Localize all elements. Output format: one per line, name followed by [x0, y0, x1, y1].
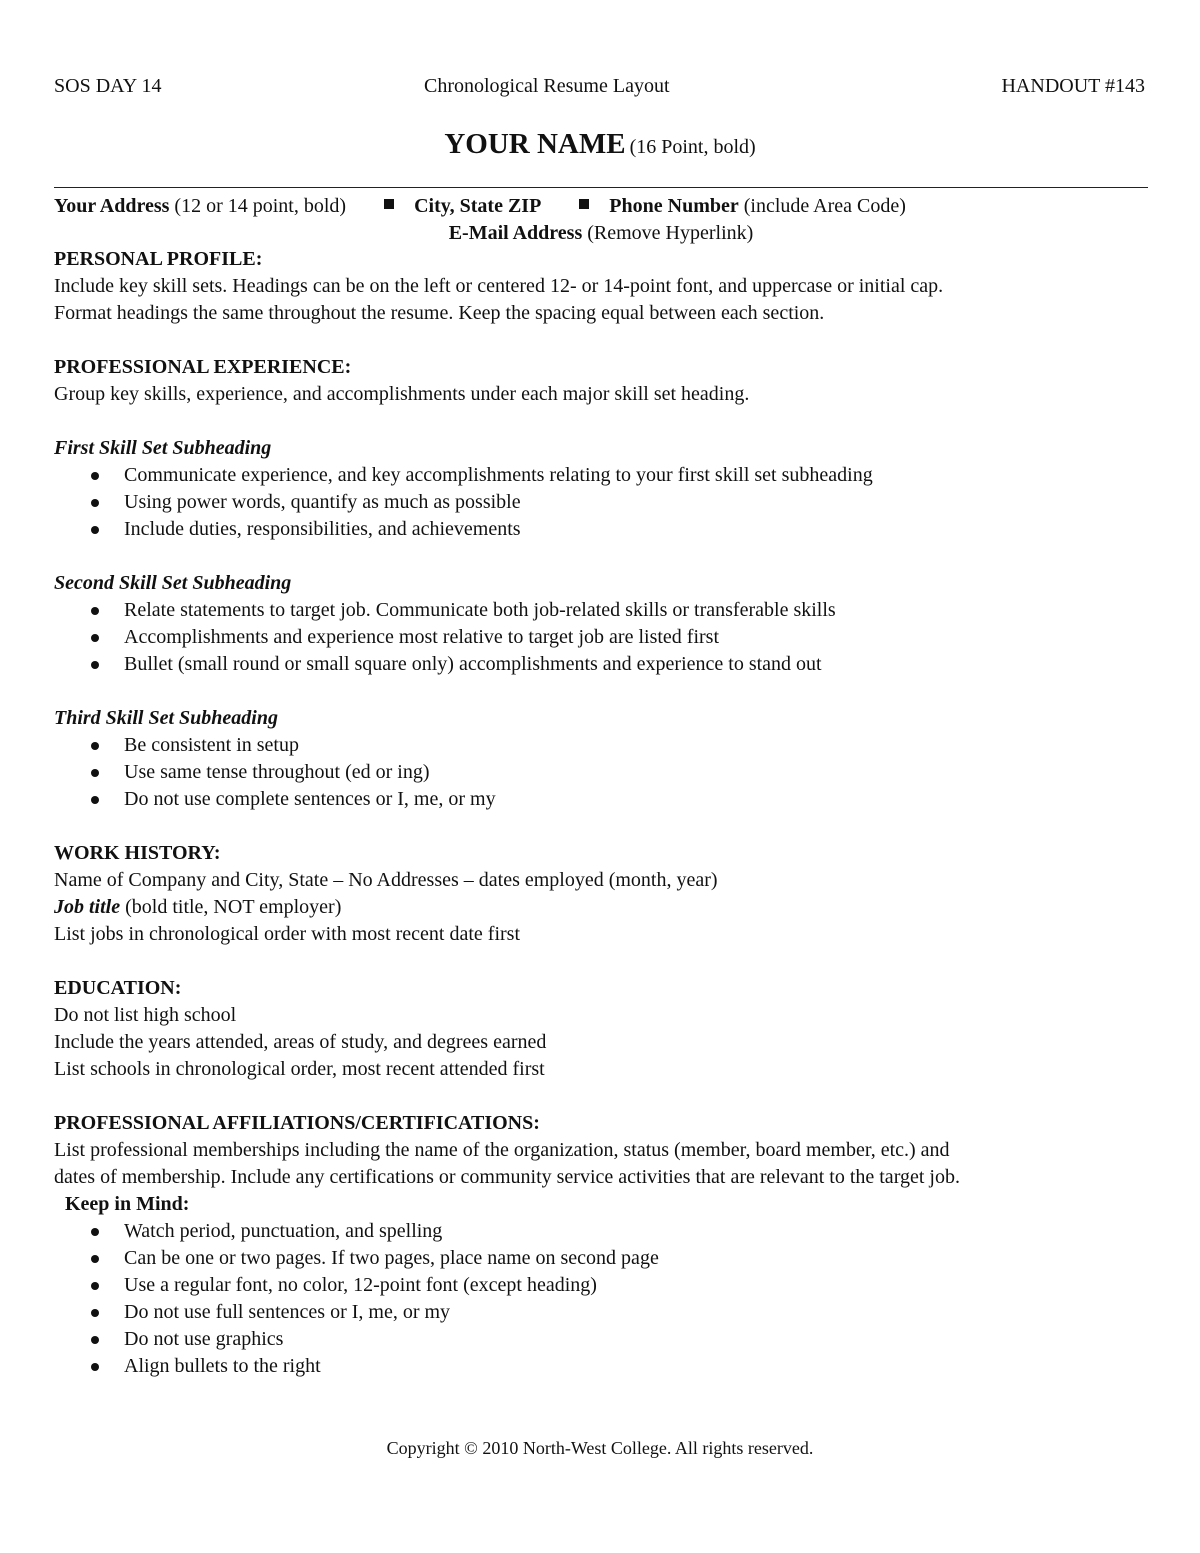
job-title-note: (bold title, NOT employer) — [125, 896, 342, 918]
section-heading-professional-experience: PROFESSIONAL EXPERIENCE: — [54, 356, 352, 378]
resume-body — [54, 246, 1154, 1380]
email-line — [0, 220, 1200, 247]
list-item: Align bullets to the right — [54, 1353, 1154, 1380]
square-bullet-icon — [579, 199, 589, 209]
list-item: Bullet (small round or small square only) accomplishments and experience to stand out — [54, 651, 1154, 678]
section-heading-education: EDUCATION: — [54, 977, 182, 999]
address-label: Your Address — [54, 195, 170, 217]
phone-label: Phone Number — [609, 195, 739, 217]
list-item: Include duties, responsibilities, and achievements — [54, 516, 1154, 543]
subheading-third-skill-set: Third Skill Set Subheading — [54, 707, 278, 729]
square-bullet-icon — [384, 199, 394, 209]
paragraph-line: List professional memberships including the name of the organization, status (member, board member, etc.) and — [54, 1139, 950, 1161]
list-item: Do not use full sentences or I, me, or my — [54, 1299, 1154, 1326]
job-title-line — [54, 894, 1154, 921]
resume-name-note: (16 Point, bold) — [629, 136, 756, 158]
email-label: E-Mail Address — [448, 222, 583, 244]
section-heading-affiliations: PROFESSIONAL AFFILIATIONS/CERTIFICATIONS: — [54, 1112, 540, 1134]
paragraph-line: List jobs in chronological order with most recent date first — [54, 923, 520, 945]
header-divider — [54, 187, 1148, 188]
contact-line — [54, 193, 906, 220]
bullet-list — [54, 732, 1154, 813]
phone-note: (include Area Code) — [743, 195, 906, 217]
list-item: Do not use graphics — [54, 1326, 1154, 1353]
paragraph-line: Name of Company and City, State – No Addresses – dates employed (month, year) — [54, 869, 718, 891]
list-item: Use same tense throughout (ed or ing) — [54, 759, 1154, 786]
city-state-zip-label: City, State ZIP — [414, 195, 542, 217]
header-day: SOS DAY 14 — [54, 75, 162, 97]
bullet-list — [54, 597, 1154, 678]
paragraph-line: dates of membership. Include any certifications or community service activities that are relevant to the target job. — [54, 1166, 960, 1188]
header-handout-number: HANDOUT #143 — [1001, 75, 1145, 97]
section-heading-personal-profile: PERSONAL PROFILE: — [54, 248, 263, 270]
list-item: Relate statements to target job. Communicate both job-related skills or transferable skills — [54, 597, 1154, 624]
keep-in-mind-heading: Keep in Mind: — [65, 1193, 190, 1215]
paragraph-line: Do not list high school — [54, 1004, 237, 1026]
paragraph-line: Include the years attended, areas of study, and degrees earned — [54, 1031, 547, 1053]
resume-name-line — [0, 124, 1200, 169]
section-heading-work-history: WORK HISTORY: — [54, 842, 221, 864]
list-item: Be consistent in setup — [54, 732, 1154, 759]
paragraph-line: Group key skills, experience, and accomplishments under each major skill set heading. — [54, 383, 750, 405]
list-item: Accomplishments and experience most relative to target job are listed first — [54, 624, 1154, 651]
bullet-list — [54, 462, 1154, 543]
subheading-second-skill-set: Second Skill Set Subheading — [54, 572, 292, 594]
copyright-footer: Copyright © 2010 North-West College. All rights reserved. — [386, 1438, 814, 1458]
list-item: Communicate experience, and key accomplishments relating to your first skill set subheading — [54, 462, 1154, 489]
list-item: Can be one or two pages. If two pages, place name on second page — [54, 1245, 1154, 1272]
email-note: (Remove Hyperlink) — [587, 222, 754, 244]
address-note: (12 or 14 point, bold) — [174, 195, 347, 217]
paragraph-line: List schools in chronological order, most recent attended first — [54, 1058, 545, 1080]
bullet-list — [54, 1218, 1154, 1380]
resume-name: YOUR NAME — [444, 128, 626, 160]
list-item: Using power words, quantify as much as possible — [54, 489, 1154, 516]
paragraph-line: Format headings the same throughout the resume. Keep the spacing equal between each section. — [54, 302, 825, 324]
list-item: Use a regular font, no color, 12-point font (except heading) — [54, 1272, 1154, 1299]
list-item: Do not use complete sentences or I, me, or my — [54, 786, 1154, 813]
subheading-first-skill-set: First Skill Set Subheading — [54, 437, 272, 459]
list-item: Watch period, punctuation, and spelling — [54, 1218, 1154, 1245]
header-title: Chronological Resume Layout — [424, 75, 670, 97]
paragraph-line: Include key skill sets. Headings can be on the left or centered 12- or 14-point font, and uppercase or initial cap. — [54, 275, 944, 297]
job-title-label: Job title — [54, 896, 121, 918]
